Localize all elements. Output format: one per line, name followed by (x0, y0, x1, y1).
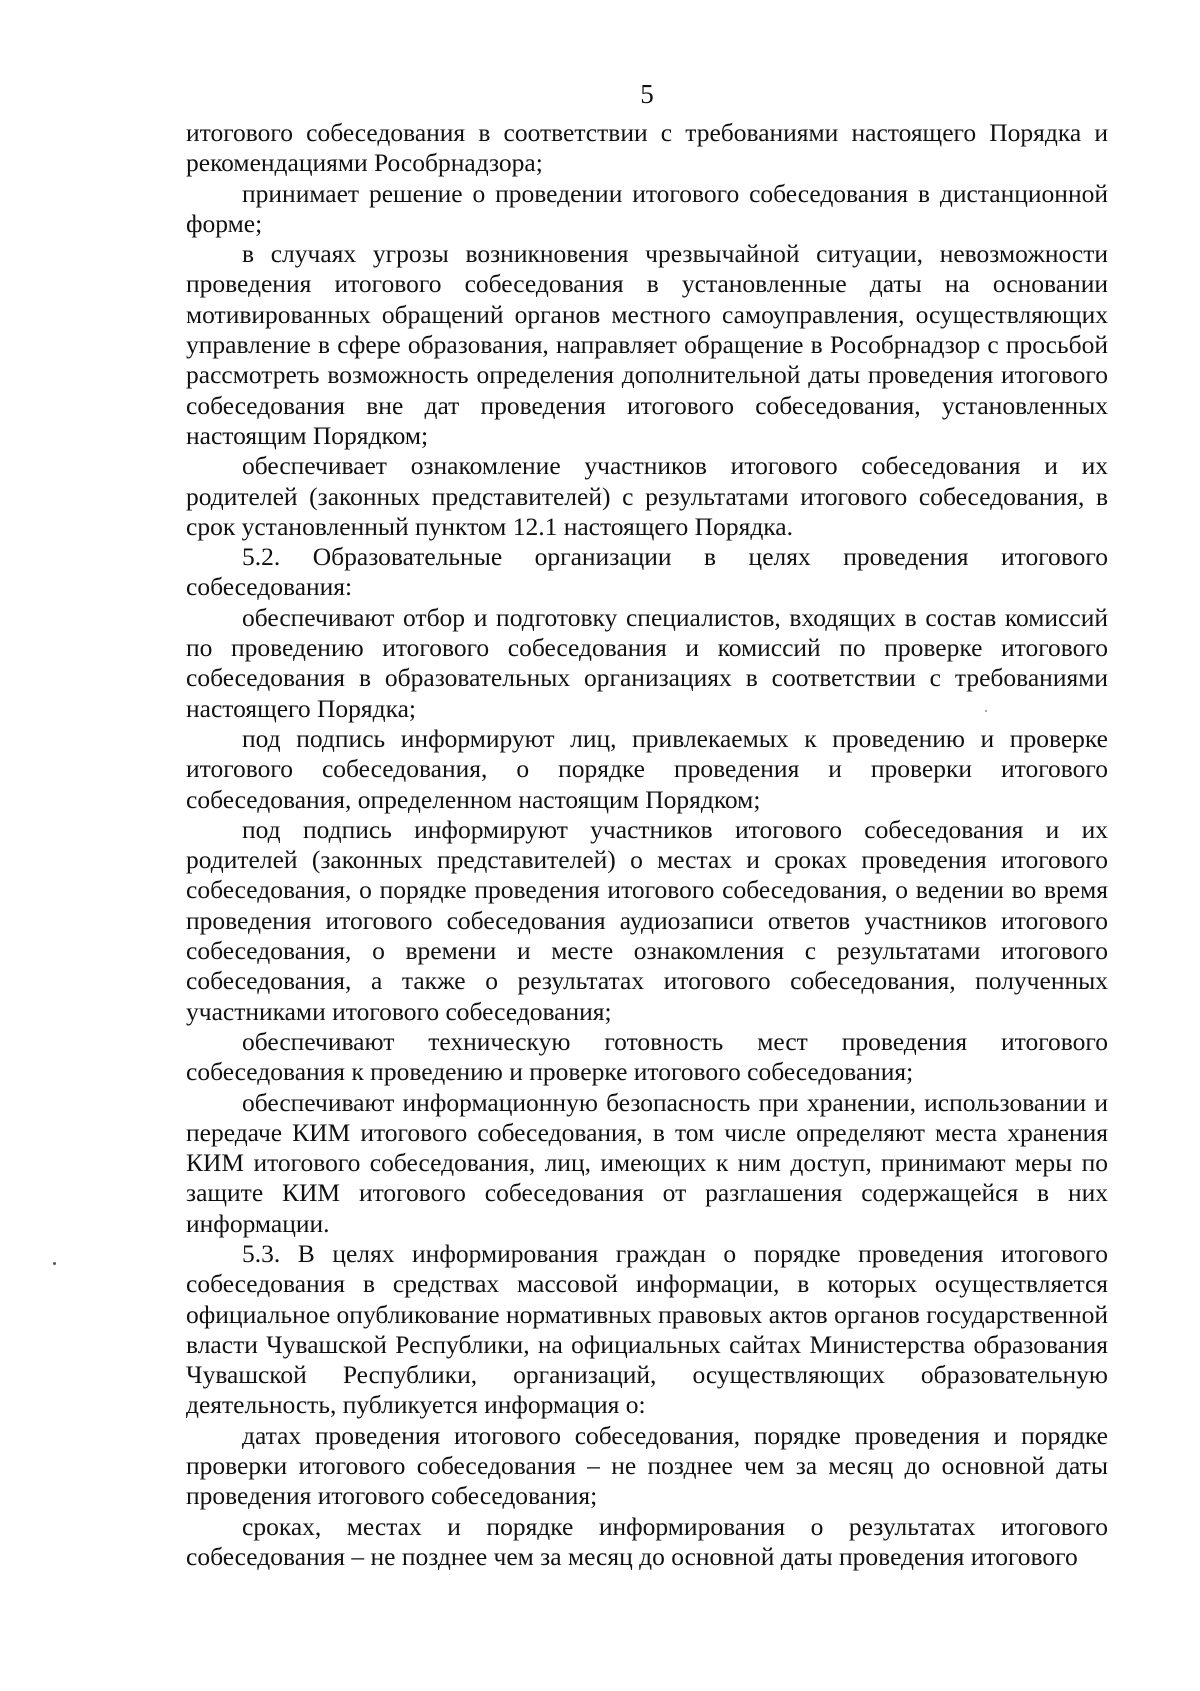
paragraph-inform-staff: под подпись информируют лиц, привлекаемых к проведению и проверке итогового собеседования, о порядке проведения и проверки итогового собеседования, определенном настоящим Порядком; (186, 723, 1108, 814)
paragraph-results-info: сроках, местах и порядке информирования о результатах итогового собеседования – не позднее чем за месяц до основной даты проведения итогового (186, 1511, 1108, 1571)
paragraph-inform-participants: под подпись информируют участников итогового собеседования и их родителей (законных представителей) о местах и сроках проведения итогового собеседования, о порядке проведения итогового собеседования, о ведении во время проведения итогового собеседования аудиозаписи ответов участников итогового собеседования, о времени и месте ознакомления с результатами итогового собеседования, а также о результатах итогового собеседования, полученных участниками итогового собеседования; (186, 814, 1108, 1026)
page-number: 5 (640, 79, 654, 109)
paragraph-continuation: итогового собеседования в соответствии с требованиями настоящего Порядка и рекомендациями Рособрнадзора; (186, 118, 1108, 178)
paragraph-remote-decision: принимает решение о проведении итогового собеседования в дистанционной форме; (186, 178, 1108, 238)
paragraph-familiarization: обеспечивает ознакомление участников итогового собеседования и их родителей (законных представителей) с результатами итогового собеседования, в срок установленный пунктом 12.1 настоящего Порядка. (186, 451, 1108, 541)
paragraph-information-security: обеспечивают информационную безопасность при хранении, использовании и передаче КИМ итогового собеседования, в том числе определяют места хранения КИМ итогового собеседования, лиц, имеющих к ним доступ, принимают меры по защите КИМ итогового собеседования от разглашения содержащейся в них информации. (186, 1087, 1108, 1238)
document-page (186, 78, 1108, 1572)
scan-speck (985, 710, 987, 712)
section-5-3-heading: 5.3. В целях информирования граждан о порядке проведения итогового собеседования в средствах массовой информации, в которых осуществляется официальное опубликование нормативных правовых актов органов государственной власти Чувашской Республики, на официальных сайтах Министерства образования Чувашской Республики, организаций, осуществляющих образовательную деятельность, публикуется информация о: (186, 1238, 1108, 1420)
section-5-2-heading: 5.2. Образовательные организации в целях проведения итогового собеседования: (186, 542, 1108, 602)
paragraph-specialist-selection: обеспечивают отбор и подготовку специалистов, входящих в состав комиссий по проведению итогового собеседования и комиссий по проверке итогового собеседования в образовательных организациях в соответствии с требованиями настоящего Порядка; (186, 602, 1108, 723)
scan-speck (53, 1262, 56, 1265)
paragraph-technical-readiness: обеспечивают техническую готовность мест проведения итогового собеседования к проведению и проверке итогового собеседования; (186, 1026, 1108, 1087)
paragraph-emergency: в случаях угрозы возникновения чрезвычайной ситуации, невозможности проведения итогового собеседования в установленные даты на основании мотивированных обращений органов местного самоуправления, осуществляющих управление в сфере образования, направляет обращение в Рособрнадзор с просьбой рассмотреть возможность определения дополнительной даты проведения итогового собеседования вне дат проведения итогового собеседования, установленных настоящим Порядком; (186, 239, 1108, 450)
paragraph-dates-info: датах проведения итогового собеседования, порядке проведения и порядке проверки итогового собеседования – не позднее чем за месяц до основной даты проведения итогового собеседования; (186, 1420, 1108, 1511)
